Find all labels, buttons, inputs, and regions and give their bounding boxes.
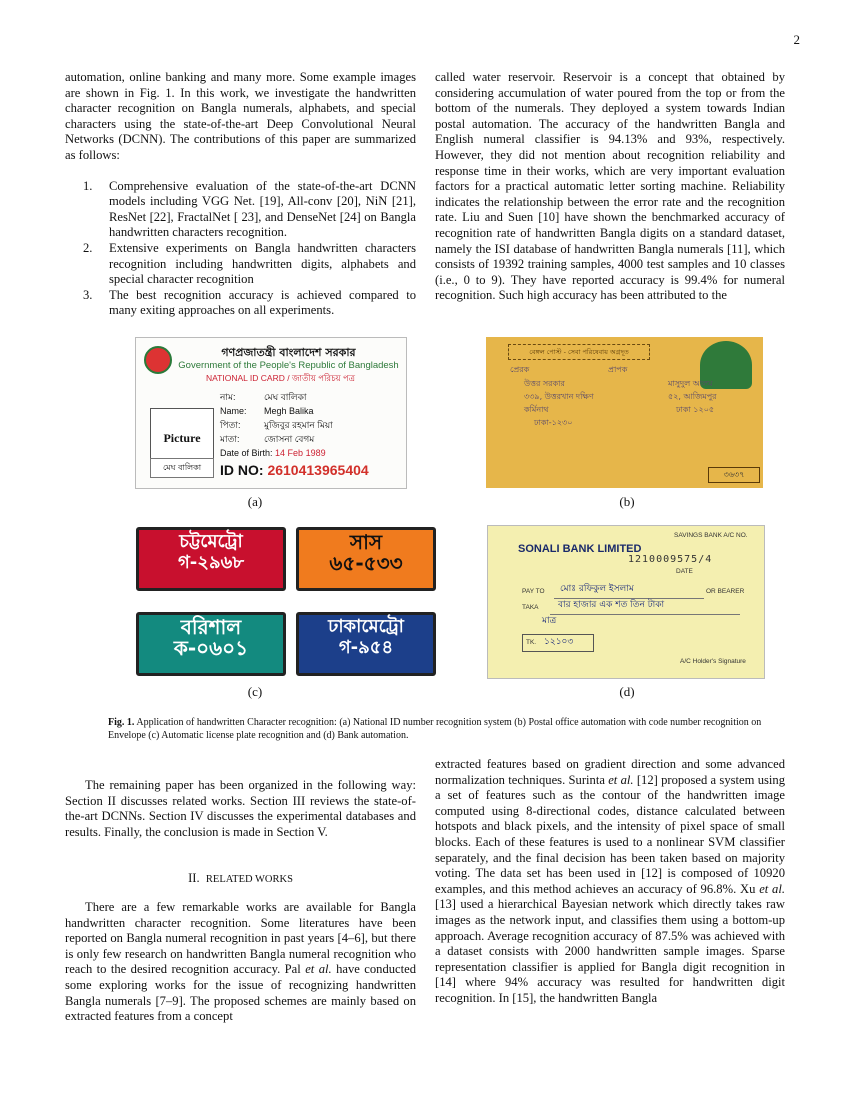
cheque-payee: মোঃ রফিকুল ইসলাম [560,584,634,594]
section-heading [65,871,416,888]
id-card-row-value: Megh Balika [264,406,314,416]
cheque-bearer-label: OR BEARER [706,588,745,595]
envelope-receiver-label: প্রাপক [608,365,628,374]
cheque-bank-name: SONALI BANK LIMITED [518,543,642,555]
list-number: 3. [83,287,93,302]
license-plate [136,527,286,591]
et-al: et al. [305,962,332,977]
id-card-rows [220,390,333,460]
cheque-payto-label: PAY TO [522,588,545,595]
right-bottom-paragraph [435,757,785,1007]
id-card-row-key: নাম: [220,392,236,402]
id-card-row-value: জোসনা বেগম [264,434,315,444]
plate-line1: চট্টমেট্রো [179,531,243,552]
organization-paragraph: The remaining paper has been organized in the following way: Section II discusses related works. Section III reviews the state-of-the-art DCNNs. Section IV discusses the experimental databases and results. Finally, the conclusion is made in Section V. [65,778,416,839]
id-card-picture-box: Picture [150,408,214,468]
license-plate [136,612,286,676]
id-card-row-key: মাতা: [220,434,240,444]
dob-label: Date of Birth: [220,448,273,458]
envelope-receiver-line: মাসুদুল আলম [668,379,713,388]
cheque-tk-label: TK. [526,639,537,646]
cheque-account-number: 1210009575/4 [628,554,713,565]
figure-b-envelope [486,337,763,488]
id-card-row [220,432,333,446]
id-card-row [220,404,333,418]
caption-label: Fig. 1. [108,717,135,728]
bangladesh-seal-icon [144,346,172,374]
left-column-top [65,70,416,319]
id-card-bangla-header: গণপ্রজাতন্ত্রী বাংলাদেশ সরকার [221,346,356,359]
rb-text-b: [12] proposed a system using a set of features such as the contour of the handwritten image computed using 8-directional codes, distance calculated between hotspots and black pixels, and the intensity of pixel space of small blocks. Each of these features is used to a nonlinear SVM classifier separately, and the final decision has been taken based on majority voting. The data set has been used in [12] is composed of 10920 examples, and this method achieves an accuracy of 96.8%. Xu [435,772,785,896]
plate-line2: গ-৯৫৪ [338,637,394,658]
cheque-savings-label: SAVINGS BANK A/C NO. [674,532,748,539]
figure-a-id-card [135,337,407,489]
envelope-sender-line: কর্মিনাথ [524,405,549,414]
id-card-title: NATIONAL ID CARD / জাতীয় পরিচয় পত্র [206,373,356,383]
id-card-gov-line: Government of the People's Republic of Bangladesh [178,360,399,371]
id-card-row-key: Name: [220,406,247,416]
id-card-row-value: মেঘ বালিকা [264,392,307,402]
page-number: 2 [793,32,800,47]
section-title: RELATED WORKS [205,874,293,886]
plate-line2: ৬৫-৫৩৩ [329,551,403,575]
id-card-row-key: পিতা: [220,420,241,430]
envelope-postcode-box: ৩৬৩৭ [708,467,760,483]
cheque-taka-label: TAKA [522,604,539,611]
id-card-dob [220,446,333,460]
license-plate [296,527,436,591]
id-card-row [220,418,333,432]
rb-text-c: [13] used a hierarchical Bayesian network which directly takes raw images as the network input, and classifies them using a bottom-up approach. Average recognition accuracy of 87.5% was achieved with a dataset consists with 2000 handwritten sample images. Sparse representation classifier is applied for Bangla digit recognition in [14] where 94% accuracy was resulted for handwritten digit recognition. In [15], the handwritten Bangla [435,897,785,1005]
list-text: Comprehensive evaluation of the state-of-the-art DCNN models including VGG Net. [19], All-conv [20], NiN [21], ResNet [22], FractalNet [ 23], and DenseNet [24] on Bangla handwritten characters recognition. [109,178,416,240]
et-al: et al. [759,881,785,896]
caption-text: Application of handwritten Character recognition: (a) National ID number recognition system (b) Postal office automation with code number recognition on Envelope (c) Automatic license plate recognition and (d) Bank automation. [108,717,762,741]
related-works-paragraph [65,900,416,1025]
left-column-bottom [65,778,416,1025]
id-no-label: ID NO: [220,462,264,478]
sub-label-d: (d) [619,684,635,699]
et-al: et al. [608,772,634,787]
id-card-row [220,390,333,404]
list-number: 2. [83,240,93,255]
envelope-receiver-line: ৫২, আজিমপুর [668,392,717,401]
envelope-receiver-line: ঢাকা ১২০৫ [676,405,715,414]
plate-line2: ক-০৬০১ [173,636,249,660]
envelope-sender-line: ঢাকা-১২৩০ [534,418,573,427]
list-text: The best recognition accuracy is achieved compared to many exiting approaches on all experiments. [109,287,416,318]
cheque-tk-value: ১২১০৩ [544,637,574,647]
figure-d-cheque [487,525,765,679]
license-plate [296,612,436,676]
cheque-taka-line [550,614,740,615]
intro-paragraph: automation, online banking and many more. Some example images are shown in Fig. 1. In this work, we investigate the handwritten character recognition on Bangla numerals, alphabets, and special characters using the state-of-the-art Deep Convolutional Neural Networks (DCNN). The contributions of this paper are summarized as follows: [65,70,416,162]
envelope-header: বেঙ্গল পোস্ট - সেবা পরিষেবায় অগ্রদূত [508,344,650,360]
figure-caption [108,716,768,742]
dob-value: 14 Feb 1989 [275,448,326,458]
id-no-value: 2610413965404 [267,462,369,478]
list-item [65,288,416,319]
cheque-holder-signature: A/C Holder's Signature [680,658,746,665]
envelope-sender-line: ৩৩৯, উত্তরখান দক্ষিণ [524,392,594,401]
right-column-top [435,70,785,304]
cheque-date-label: DATE [676,568,693,575]
list-item [65,241,416,288]
id-card-number [220,462,369,478]
right-column-bottom [435,757,785,1007]
sub-label-c: (c) [247,684,263,699]
plate-line2: গ-২৯৬৮ [177,552,245,573]
right-top-paragraph: called water reservoir. Reservoir is a concept that obtained by considering accumulation of water poured from the top or from the bottom of the numerals. They deployed a system towards Indian postal automation. The accuracy of the handwritten Bangla and English numeral classifier is 94.13% and 93%, respectively. However, they did not mention about recognition reliability and response time in their works, which are very important evaluation factors for a practical automatic letter sorting machine. Reliability indicates the relationship between the error rate and the recognition rate. Liu and Suen [10] have shown the benchmarked accuracy of recognition rate of handwritten Bangla digits on a standard dataset, namely the ISI database of handwritten Bangla numerals [11], which consists of 19392 training samples, 4000 test samples and 10 classes (i.e., 0 to 9). They have reported accuracy is 99.4% for numeral recognition. Such high accuracy has been attributed to the [435,70,785,303]
cheque-amount-words-2: মাত্র [542,616,557,626]
related-works-text-b: have conducted some exploring works for the issue of recognizing handwritten Bangla numerals [7–9]. The proposed schemes are mainly based on extracted features from a concept [65,962,417,1024]
sub-label-a: (a) [247,494,263,509]
plate-line1: সাস [349,530,383,554]
envelope-sender-label: প্রেরক [510,365,530,374]
list-number: 1. [83,178,93,193]
list-item [65,179,416,241]
list-text: Extensive experiments on Bangla handwritten characters recognition including handwritten digits, alphabets and special character recognition [109,240,416,287]
cheque-amount-words: বার হাজার এক শত তিন টাকা [558,600,665,610]
id-card-signature: মেঘ বালিকা [150,458,214,478]
rb-text-a: extracted features based on gradient direction and some advanced normalization techniques. Surinta [435,757,785,787]
contributions-list [65,179,416,319]
sub-label-b: (b) [619,494,635,509]
id-card-row-value: মুজিবুর রহমান মিয়া [264,420,333,430]
plate-line1: ঢাকামেট্রো [328,616,404,637]
section-number: II. [188,871,200,886]
related-works-text-a: There are a few remarkable works are available for Bangla handwritten character recognition. Some literatures have been reported on Bangla numeral recognition in past years [4–6], but there is only few research on handwritten Bangla numeral recognition who reach to the desired recognition accuracy. Pal [65,899,416,977]
envelope-sender-line: উত্তর সরকার [524,379,565,388]
plate-line1: বরিশাল [180,615,242,639]
